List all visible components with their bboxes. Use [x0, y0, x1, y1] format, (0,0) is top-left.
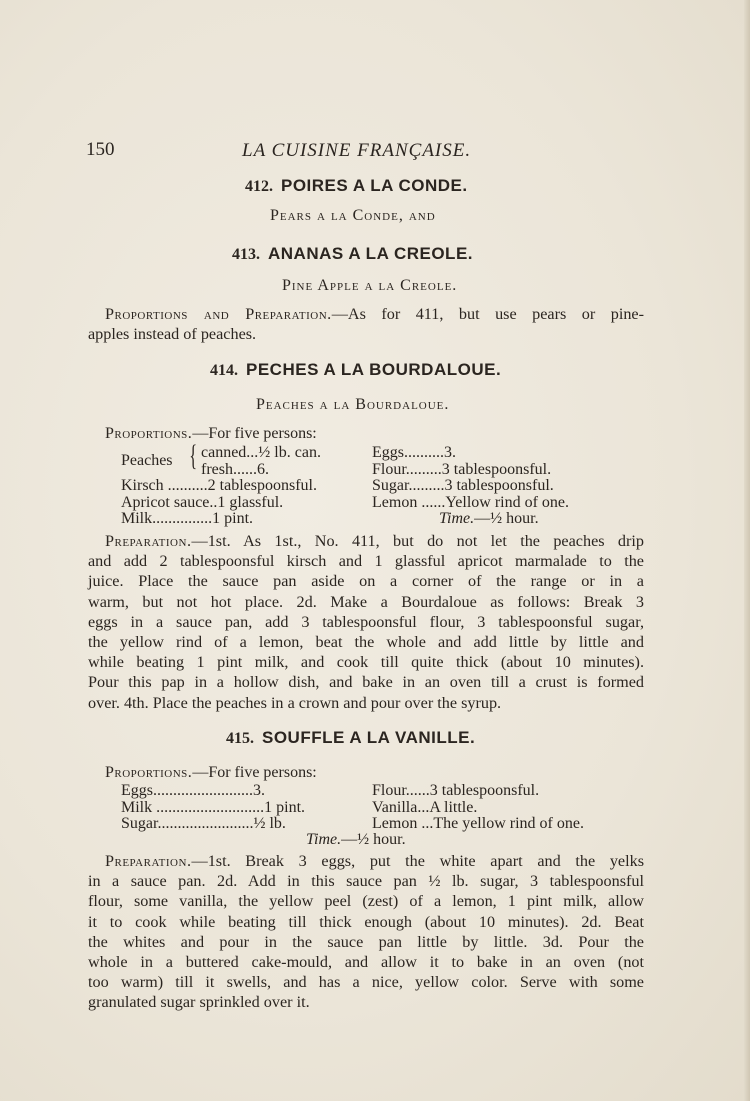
- recipe-number: 415.: [226, 730, 254, 747]
- text-line: while beating 1 pint milk, and cook till quite thick (about 10 minutes).: [88, 653, 644, 672]
- time-label: Time.: [306, 831, 342, 848]
- recipe-415-preparation: [88, 851, 644, 1013]
- text-line: —1st. Break 3 eggs, put the white apart and the yelks: [191, 852, 644, 870]
- ingredient-fresh: fresh......6.: [201, 461, 269, 478]
- ingredient-apricot: Apricot sauce..1 glassful.: [121, 494, 284, 511]
- ingredient-lemon: Lemon ...The yellow rind of one.: [372, 815, 584, 832]
- recipe-413-text: [88, 304, 644, 344]
- text-line: —1st. As 1st., No. 411, but do not let the peaches drip: [191, 532, 644, 550]
- text: —For five persons:: [192, 764, 317, 781]
- recipe-number: 413.: [232, 246, 260, 263]
- time-line: [439, 510, 539, 528]
- text-line: too warm) till it swells, and has a nice, yellow color. Serve with some: [88, 973, 644, 992]
- time-label: Time.: [439, 510, 475, 527]
- page-number: 150: [86, 139, 115, 160]
- text-line: whole in a buttered cake-mould, and allow it to bake in an oven (not: [88, 953, 644, 972]
- text-line: —As for 411, but use pears or pine-: [331, 305, 644, 323]
- recipe-title: POIRES A LA CONDE.: [281, 176, 468, 195]
- ingredient-eggs: Eggs.........................3.: [121, 782, 265, 799]
- text-line: warm, but not hot place. 2d. Make a Bourdaloue as follows: Break 3: [88, 592, 644, 611]
- time-line: [306, 831, 406, 849]
- ingredient-peaches-label: Peaches: [121, 452, 173, 469]
- proportions-line: [105, 763, 317, 783]
- section-lead: Preparation.: [105, 532, 192, 550]
- text-line: in a sauce pan. 2d. Add in this sauce pan ½ lb. sugar, 3 tablespoonsful: [88, 872, 644, 891]
- section-lead: Proportions.: [105, 764, 193, 781]
- text-line: eggs in a sauce pan, add 3 tablespoonsful flour, 3 tablespoonsful sugar,: [88, 612, 644, 631]
- running-title: LA CUISINE FRANÇAISE.: [242, 140, 472, 161]
- ingredient-lemon: Lemon ......Yellow rind of one.: [372, 494, 570, 511]
- recipe-412-subtitle: Pears a la Conde, and: [270, 207, 436, 224]
- ingredient-milk: Milk ...........................1 pint.: [121, 799, 306, 816]
- recipe-414-heading: [210, 360, 501, 380]
- text-line: juice. Place the sauce pan aside on a corner of the range or in a: [88, 572, 644, 591]
- ingredient-eggs: Eggs..........3.: [372, 444, 456, 461]
- ingredient-vanilla: Vanilla...A little.: [372, 799, 478, 816]
- time-value: —½ hour.: [474, 510, 539, 527]
- text-line: the whites and pour in the sauce pan little by little. 3d. Pour the: [88, 932, 644, 951]
- recipe-number: 414.: [210, 362, 238, 379]
- ingredient-canned: canned...½ lb. can.: [201, 444, 321, 461]
- text-line: granulated sugar sprinkled over it.: [88, 993, 310, 1012]
- text: —For five persons:: [192, 425, 317, 442]
- text-line: the yellow rind of a lemon, beat the whole and add little by little and: [88, 633, 644, 652]
- section-lead: Proportions.: [105, 425, 193, 442]
- ingredient-sugar: Sugar.........3 tablespoonsful.: [372, 477, 554, 494]
- page-edge: [744, 0, 750, 1101]
- ingredient-milk: Milk...............1 pint.: [121, 510, 254, 527]
- recipe-415-heading: [226, 728, 475, 748]
- text-line: Pour this pap in a hollow dish, and bake in an oven till a crust is formed: [88, 673, 644, 692]
- text-line: it to cook while beating till thick enough (about 10 minutes). 2d. Beat: [88, 912, 644, 931]
- recipe-title: ANANAS A LA CREOLE.: [268, 244, 473, 263]
- text-line: apples instead of peaches.: [88, 325, 257, 344]
- section-lead: Proportions and Preparation.: [105, 305, 332, 323]
- ingredient-flour: Flour.........3 tablespoonsful.: [372, 461, 552, 478]
- recipe-414-subtitle: Peaches a la Bourdaloue.: [256, 396, 450, 413]
- text-line: flour, some vanilla, the yellow peel (zest) of a lemon, 1 pint milk, allow: [88, 892, 644, 911]
- text-line: over. 4th. Place the peaches in a crown and pour over the syrup.: [88, 693, 502, 712]
- ingredient-kirsch: Kirsch ..........2 tablespoonsful.: [121, 477, 317, 494]
- time-value: —½ hour.: [341, 831, 406, 848]
- ingredient-flour: Flour......3 tablespoonsful.: [372, 782, 540, 799]
- recipe-412-heading: [245, 176, 468, 196]
- recipe-414-preparation: [88, 531, 644, 713]
- section-lead: Preparation.: [105, 852, 192, 870]
- recipe-title: PECHES A LA BOURDALOUE.: [246, 360, 502, 379]
- proportions-line: [105, 424, 317, 444]
- recipe-title: SOUFFLE A LA VANILLE.: [262, 728, 476, 747]
- recipe-number: 412.: [245, 178, 273, 195]
- ingredient-sugar: Sugar........................½ lb.: [121, 815, 286, 832]
- brace-glyph: {: [189, 439, 198, 472]
- recipe-413-subtitle: Pine Apple a la Creole.: [282, 277, 458, 294]
- text-line: and add 2 tablespoonsful kirsch and 1 glassful apricot marmalade to the: [88, 552, 644, 571]
- recipe-413-heading: [232, 244, 473, 264]
